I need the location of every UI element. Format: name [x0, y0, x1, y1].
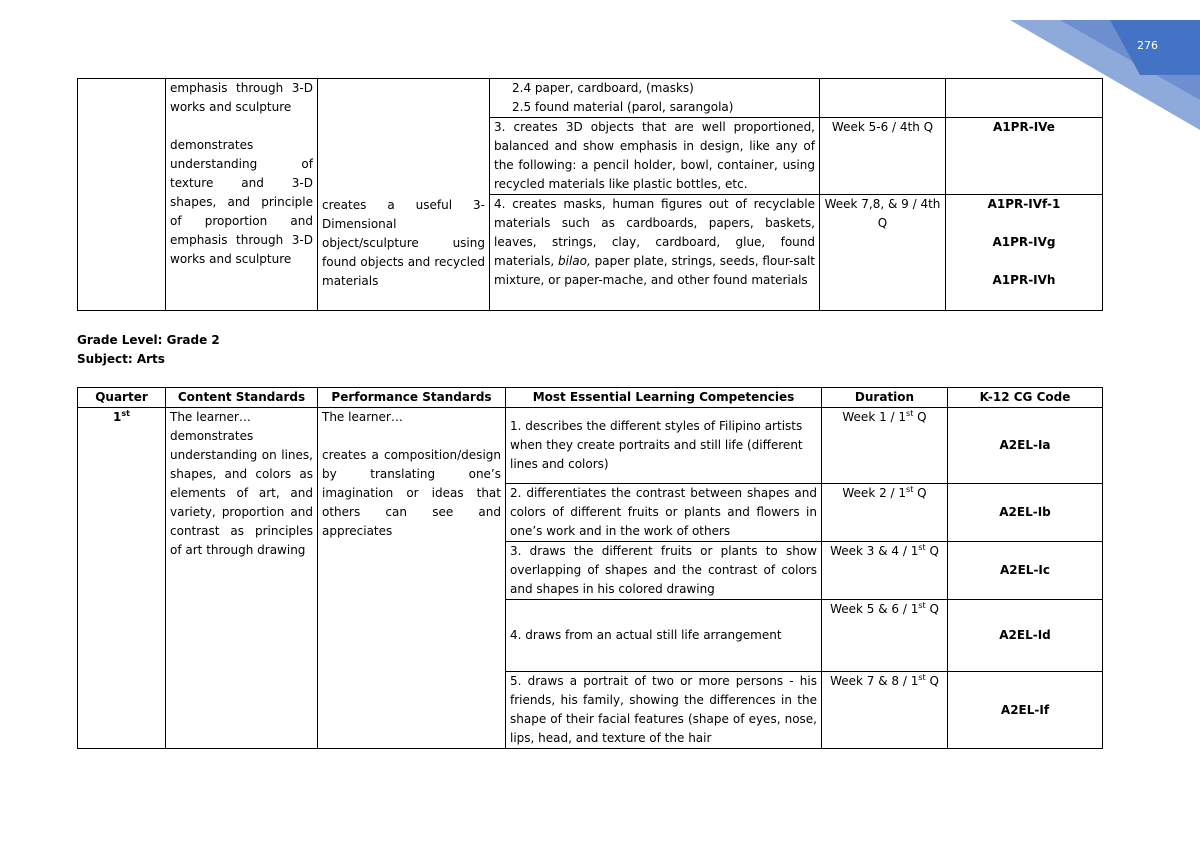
competency-cell: 3. draws the different fruits or plants to show overlapping of shapes and the contrast of colors and shapes in his colored drawing	[506, 542, 822, 600]
quarter-number: 1	[113, 410, 122, 424]
code-cell: A2EL-Ic	[948, 542, 1103, 600]
header-content-standards: Content Standards	[166, 388, 318, 408]
duration-tail: Q	[925, 544, 939, 558]
grade-level-heading: Grade Level: Grade 2	[77, 333, 220, 347]
duration-suffix: st	[918, 543, 926, 552]
quarter-cell	[78, 408, 166, 749]
content-standards-cell	[166, 79, 318, 311]
code-cell: A2EL-Ia	[948, 408, 1103, 484]
competency-cell	[490, 195, 820, 311]
performance-standards-text: creates a composition/design by translating one’s imagination or ideas that others can see and appreciates	[322, 448, 501, 538]
content-standards-intro: The learner…	[170, 410, 251, 424]
code-cell: A2EL-If	[948, 672, 1103, 749]
duration-cell	[822, 672, 948, 749]
competency-cell: 5. draws a portrait of two or more persons - his friends, his family, showing the differences in the shape of their facial features (shape of eyes, nose, lips, head, and texture of the hair	[506, 672, 822, 749]
duration-tail: Q	[913, 410, 927, 424]
header-quarter: Quarter	[78, 388, 166, 408]
duration-cell	[820, 79, 946, 118]
quarter-cell	[78, 79, 166, 311]
header-competencies: Most Essential Learning Competencies	[506, 388, 822, 408]
code-item: A1PR-IVf-1	[987, 197, 1061, 211]
competency-text: 4. creates masks, human figures out of recyclable materials such as cardboards, papers, baskets, leaves, strings, clay, cardboard, glue, found materials,	[494, 197, 815, 268]
duration-tail: Q	[913, 486, 927, 500]
competency-cell: 1. describes the different styles of Filipino artists when they create portraits and still life (different lines and colors)	[506, 408, 822, 484]
duration-suffix: st	[906, 485, 914, 494]
performance-standards-text: creates a useful 3-Dimensional object/sculpture using found objects and recycled materials	[322, 198, 485, 288]
code-item: A1PR-IVg	[992, 235, 1056, 249]
competency-cell	[490, 79, 820, 118]
duration-cell	[822, 408, 948, 484]
content-standards-text-a: emphasis through 3-D works and sculpture	[170, 81, 313, 114]
duration-suffix: st	[918, 601, 926, 610]
performance-standards-cell	[318, 408, 506, 749]
content-standards-text: demonstrates understanding on lines, shapes, and colors as elements of art, and variety, proportion and contrast as principles of art through drawing	[170, 429, 313, 557]
code-cell	[946, 195, 1103, 311]
table-row	[78, 408, 1103, 484]
duration-cell	[822, 542, 948, 600]
curriculum-table	[77, 387, 1103, 749]
code-cell: A2EL-Id	[948, 600, 1103, 672]
table-row	[78, 79, 1103, 118]
duration-tail: Q	[925, 602, 939, 616]
page-number: 276	[1137, 39, 1158, 52]
code-item: A1PR-IVh	[992, 273, 1056, 287]
content-standards-text-b: demonstrates understanding of texture and 3-D shapes, and principle of proportion and emphasis through 3-D works and sculpture	[170, 138, 313, 266]
duration-text: Week 2 / 1	[842, 486, 907, 500]
header-code: K-12 CG Code	[948, 388, 1103, 408]
duration-suffix: st	[906, 409, 914, 418]
quarter-suffix: st	[121, 409, 130, 418]
duration-cell	[822, 484, 948, 542]
continuation-table	[77, 78, 1103, 311]
competency-cell: 2. differentiates the contrast between shapes and colors of different fruits or plants and flowers in one’s work and in the work of others	[506, 484, 822, 542]
duration-text: Week 5 & 6 / 1	[830, 602, 919, 616]
table-header-row	[78, 388, 1103, 408]
duration-text: Week 3 & 4 / 1	[830, 544, 919, 558]
duration-cell: Week 5-6 / 4th Q	[820, 118, 946, 195]
performance-standards-cell	[318, 79, 490, 311]
duration-tail: Q	[925, 674, 939, 688]
competency-text: paper plate, strings, seeds, flour-salt mixture, or paper-mache, and other found materials	[494, 254, 815, 287]
code-cell: A2EL-Ib	[948, 484, 1103, 542]
competency-italic-text: bilao,	[558, 254, 591, 268]
duration-text: Week 1 / 1	[842, 410, 907, 424]
duration-cell	[822, 600, 948, 672]
code-cell: A1PR-IVe	[946, 118, 1103, 195]
header-duration: Duration	[822, 388, 948, 408]
duration-suffix: st	[918, 673, 926, 682]
code-cell	[946, 79, 1103, 118]
competency-cell: 3. creates 3D objects that are well proportioned, balanced and show emphasis in design, like any of the following: a pencil holder, bowl, container, using recycled materials like plastic bottles, etc.	[490, 118, 820, 195]
competency-cell: 4. draws from an actual still life arrangement	[506, 600, 822, 672]
performance-standards-intro: The learner…	[322, 410, 403, 424]
subject-heading: Subject: Arts	[77, 352, 165, 366]
duration-text: Week 7 & 8 / 1	[830, 674, 919, 688]
duration-cell: Week 7,8, & 9 / 4th Q	[820, 195, 946, 311]
header-performance-standards: Performance Standards	[318, 388, 506, 408]
competency-item: 2.5 found material (parol, sarangola)	[512, 100, 734, 114]
content-standards-cell	[166, 408, 318, 749]
competency-item: 2.4 paper, cardboard, (masks)	[512, 81, 694, 95]
